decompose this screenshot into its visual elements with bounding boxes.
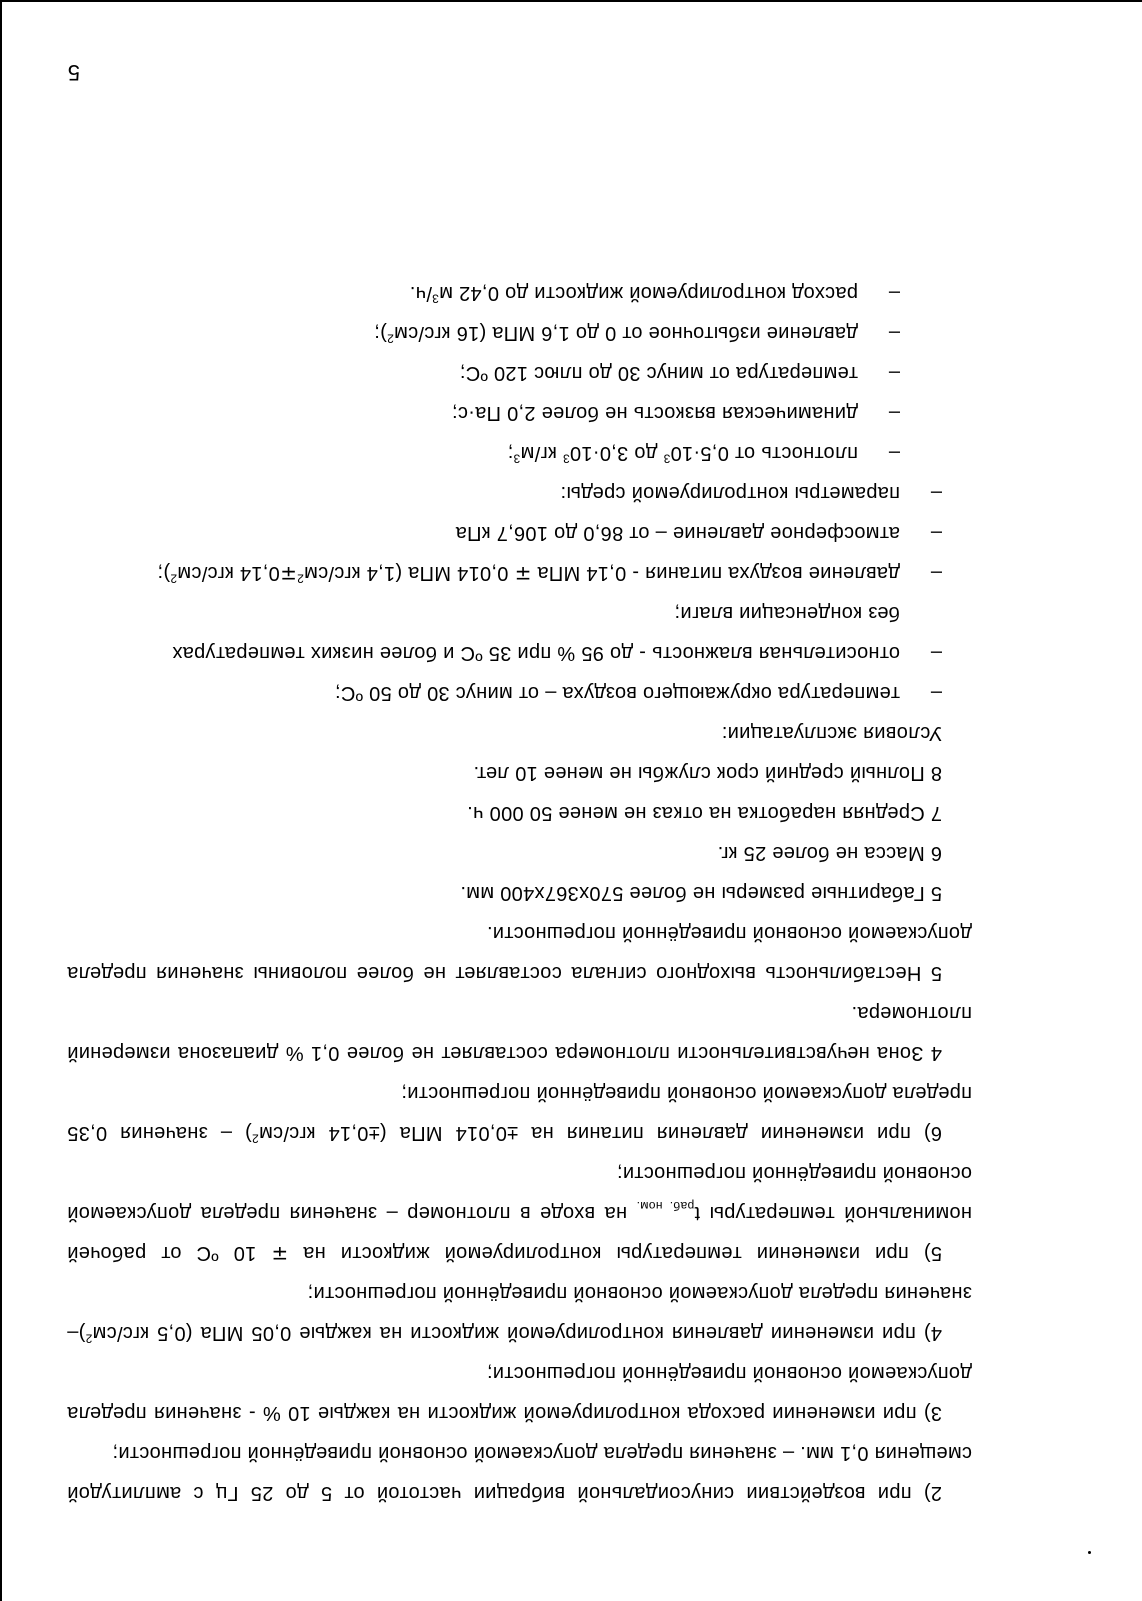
paragraph-temperature-change: 5) при изменении температуры контролируемой жидкости на ∓ 10 ºС от рабочей номинальной температуры $t_{раб. ном.}$ на входе в плотномер – значения предела допускаемой основной приведённой погрешности; — [67, 1162, 972, 1264]
condition-ambient-temperature: –температура окружающего воздуха – от минус 30 до 50 ºС; — [334, 682, 942, 704]
document-body — [67, 273, 972, 1513]
medium-temperature: –температура от минус 30 до плюс 120 ºС; — [459, 362, 900, 384]
paragraph-mtbf: 7 Средняя наработка на отказ не менее 50 000 ч. — [466, 802, 942, 824]
page-number: 5 — [67, 60, 80, 85]
paragraph-service-life: 8 Полный средний срок службы не менее 10 лет. — [473, 762, 942, 784]
condition-atmospheric-pressure: –атмосферное давление – от 86,0 до 106,7 кПа — [455, 522, 942, 544]
condition-medium-parameters: –параметры контролируемой среды: — [560, 482, 942, 504]
paragraph-dimensions: 5 Габаритные размеры не более 570х367х400 мм. — [460, 882, 942, 904]
paragraph-pressure-change: 4) при изменении давления контролируемой жидкости на каждые 0,05 МПа (0,5 кгс/$см^2)-$ значения предела допускаемой основной приведённой погрешности; — [67, 1282, 972, 1346]
operating-conditions-heading: Условия эксплуатации: — [721, 722, 942, 744]
medium-pressure: –давление избыточное от 0 до 1,6 МПа (16 кгс/$см^2$); — [374, 322, 900, 346]
paragraph-mass: 6 Масса не более 25 кг. — [717, 842, 942, 864]
paragraph-dead-zone: 4 Зона нечувствительности плотномера составляет не более 0,1 % диапазона измерений плотномера. — [67, 1002, 972, 1064]
paragraph-vibration: 2) при воздействии синусоидальной вибрации частотой от 5 до 25 Гц с амплитудой смещения 0,1 мм. – значения предела допускаемой основной приведённой погрешности; — [67, 1442, 972, 1504]
medium-viscosity: –динамическая вязкость не более 2,0 Па·с; — [451, 402, 900, 424]
medium-flow-rate: –расход контролируемой жидкости до 0,42 $м^3/ч$. — [409, 282, 900, 306]
paragraph-instability: 5 Нестабильность выходного сигнала составляет не более половины значения предела допускаемой основной приведённой погрешности. — [67, 922, 972, 984]
condition-supply-pressure: –давление воздуха питания - 0,14 МПа ∓ 0,014 МПа (1,4 кгс/$см^2\mp 0,14$ кгс/$см^2$); — [157, 562, 942, 586]
condition-humidity: –относительная влажность - до 95 % при 35 ºС и более низких температурах без конденсации влаги; — [172, 602, 942, 664]
paragraph-flow-change: 3) при изменении расхода контролируемой жидкости на каждые 10 % - значения предела допускаемой основной приведённой погрешности; — [67, 1362, 972, 1424]
medium-density: –плотность от $0,5\cdot 10^3$ до $3,0\cdot 10^3$ $кг/м^3$; — [507, 442, 900, 466]
paragraph-supply-pressure-change: 6) при изменении давления питания на ±0,014 МПа (±0,14 кгс/$см^2$) – значения 0,35 предела допускаемой основной приведённой погрешности; — [67, 1082, 972, 1146]
